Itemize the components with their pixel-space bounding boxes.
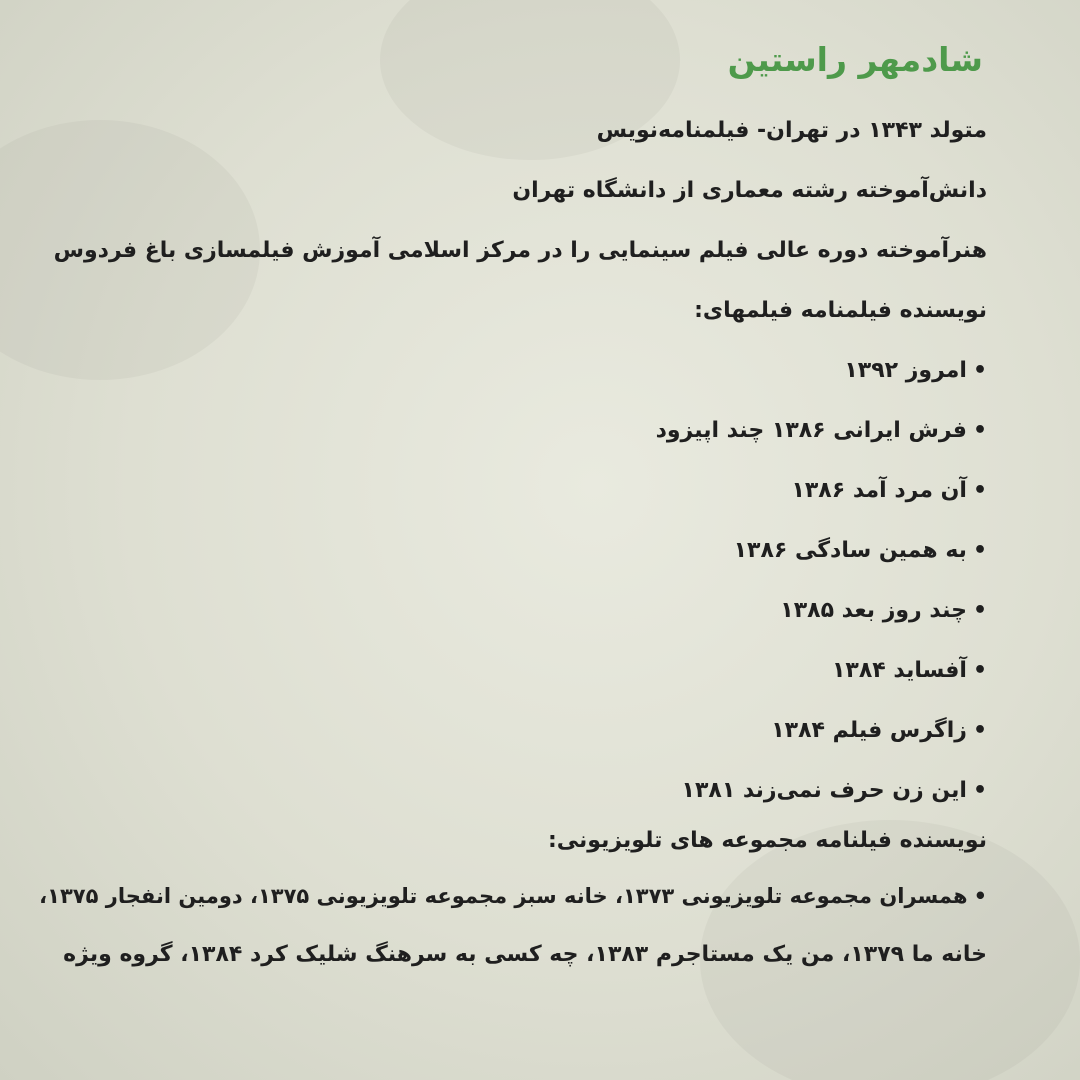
bio-training-line: هنرآموخته دوره عالی فیلم سینمایی را در مرکز اسلامی آموزش فیلمسازی باغ فردوس [53,238,987,263]
page-title: شادمهر راستین [727,40,983,79]
bio-birth-line: متولد ۱۳۴۳ در تهران- فیلمنامه‌نویس [596,118,987,143]
film-list-item [656,418,987,444]
bullet-icon: • [972,358,987,383]
bio-education-line: دانش‌آموخته رشته معماری از دانشگاه تهران [512,178,987,203]
film-list-item [832,658,987,684]
film-title: چند روز بعد ۱۳۸۵ [780,598,967,623]
tv-heading: نویسنده فیلنامه مجموعه های تلویزیونی: [547,828,987,853]
film-title: به همین سادگی ۱۳۸۶ [733,538,967,563]
bullet-icon: • [972,658,987,683]
film-title: آن مرد آمد ۱۳۸۶ [791,478,967,503]
film-title: این زن حرف نمی‌زند ۱۳۸۱ [681,778,967,803]
film-title: فرش ایرانی ۱۳۸۶ چند اپیزود [655,418,967,443]
films-heading: نویسنده فیلمنامه فیلمهای: [694,298,987,323]
bullet-icon: • [972,598,987,623]
bullet-icon: • [973,884,987,908]
film-list-item [682,778,987,804]
bullet-icon: • [972,478,987,503]
film-list-item [734,538,987,564]
film-list-item [771,718,987,744]
tv-series-line: همسران مجموعه تلویزیونی ۱۳۷۳، خانه سبز مجموعه تلویزیونی ۱۳۷۵، دومین انفجار ۱۳۷۵، [39,884,968,908]
bullet-icon: • [972,538,987,563]
film-title: امروز ۱۳۹۲ [844,358,967,383]
bullet-icon: • [972,718,987,743]
tv-series-continuation: خانه ما ۱۳۷۹، من یک مستاجرم ۱۳۸۳، چه کسی به سرهنگ شلیک کرد ۱۳۸۴، گروه ویژه [63,942,987,967]
bullet-icon: • [972,418,987,443]
bullet-icon: • [972,778,987,803]
film-list-item [780,598,987,624]
film-list-item [791,478,987,504]
film-list-item [844,358,987,384]
film-title: زاگرس فیلم ۱۳۸۴ [771,718,967,743]
tv-list-item [39,884,987,909]
film-title: آفساید ۱۳۸۴ [831,658,967,683]
